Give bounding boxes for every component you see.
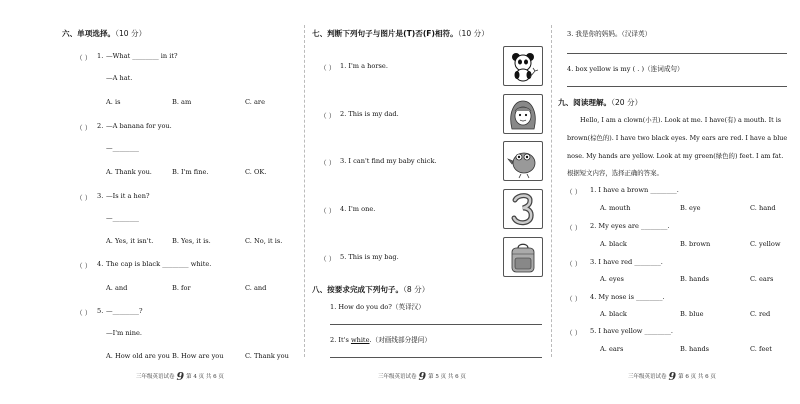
question-text: —Is it a hen?: [106, 192, 150, 200]
number-three-icon: [503, 189, 543, 229]
option-a: A. mouth: [600, 204, 631, 212]
option-b: B. eye: [680, 204, 701, 212]
question-sub: —I'm nine.: [106, 329, 142, 337]
option-c: C. No, it is.: [245, 237, 283, 245]
question-text: —________?: [106, 307, 143, 315]
answer-paren[interactable]: （ ）: [566, 295, 582, 303]
bird-icon: [503, 141, 543, 181]
question-number: 1.: [97, 52, 104, 60]
option-b: B. blue: [680, 310, 704, 318]
option-a: A. eyes: [600, 275, 624, 283]
column-divider: [304, 25, 305, 357]
answer-paren[interactable]: （ ）: [566, 188, 582, 196]
answer-paren[interactable]: （ ）: [566, 224, 582, 232]
option-c: C. Thank you: [245, 352, 289, 360]
option-c: C. red: [750, 310, 771, 318]
answer-paren[interactable]: （ ）: [76, 194, 92, 202]
column-divider: [551, 25, 552, 357]
girl-icon: [503, 94, 543, 134]
bag-icon: [503, 237, 543, 277]
option-a: A. ears: [600, 345, 624, 353]
option-b: B. Yes, it is.: [172, 237, 211, 245]
section-6-title: 六、单项选择。（10 分）: [62, 29, 147, 38]
question-text: 5. I have yellow ________.: [590, 327, 674, 335]
question-text: 3. I have red ________.: [590, 258, 663, 266]
answer-line[interactable]: [330, 357, 542, 358]
option-a: A. and: [106, 284, 128, 292]
rewrite-question-4: 4. box yellow is my ( . )（连词成句）: [567, 65, 684, 73]
option-c: C. feet: [750, 345, 772, 353]
answer-line[interactable]: [567, 53, 787, 54]
section-8-title: 八、按要求完成下列句子。（8 分）: [312, 285, 430, 294]
page-footer: 三年级英语试卷 9 第 5 页 共 6 页: [378, 370, 466, 383]
question-text: The cap is black ________ white.: [106, 260, 212, 268]
option-b: B. I'm fine.: [172, 168, 209, 176]
question-number: 4.: [97, 260, 104, 268]
statement-text: 1. I'm a horse.: [340, 62, 388, 70]
question-text: 2. My eyes are ________.: [590, 222, 670, 230]
answer-paren[interactable]: （ ）: [320, 64, 336, 72]
rewrite-question-1: 1. How do you do?（英译汉）: [330, 303, 425, 311]
section-9-title: 九、阅读理解。（20 分）: [558, 98, 643, 107]
option-c: C. hand: [750, 204, 776, 212]
page-footer: 三年级英语试卷 9 第 6 页 共 6 页: [628, 370, 716, 383]
answer-paren[interactable]: （ ）: [76, 54, 92, 62]
option-a: A. black: [600, 310, 627, 318]
question-text: 1. I have a brown ________.: [590, 186, 679, 194]
answer-paren[interactable]: （ ）: [320, 112, 336, 120]
question-sub: —A hat.: [106, 74, 133, 82]
question-text: 4. My nose is ________.: [590, 293, 665, 301]
answer-paren[interactable]: （ ）: [76, 124, 92, 132]
statement-text: 3. I can't find my baby chick.: [340, 157, 437, 165]
option-c: C. ears: [750, 275, 774, 283]
passage-instruction: 根据短文内容，选择正确的答案。: [567, 169, 663, 177]
option-c: C. and: [245, 284, 267, 292]
passage-line: brown(棕色的). I have two black eyes. My ears are red. I have a blue: [567, 134, 788, 142]
answer-paren[interactable]: （ ）: [320, 159, 336, 167]
passage-line: nose. My hands are yellow. Look at my green(绿色的) feet. I am fat.: [567, 152, 784, 160]
option-c: C. yellow: [750, 240, 781, 248]
answer-paren[interactable]: （ ）: [76, 262, 92, 270]
answer-paren[interactable]: （ ）: [76, 309, 92, 317]
answer-paren[interactable]: （ ）: [320, 255, 336, 263]
statement-text: 5. This is my bag.: [340, 253, 399, 261]
option-b: B. How are you: [172, 352, 224, 360]
option-c: C. are: [245, 98, 265, 106]
question-number: 5.: [97, 307, 104, 315]
answer-paren[interactable]: （ ）: [320, 207, 336, 215]
option-a: A. Thank you.: [106, 168, 152, 176]
option-b: B. brown: [680, 240, 711, 248]
option-a: A. black: [600, 240, 627, 248]
answer-line[interactable]: [330, 324, 542, 325]
option-a: A. How old are you: [106, 352, 170, 360]
option-a: A. Yes, it isn't.: [106, 237, 154, 245]
option-c: C. OK.: [245, 168, 267, 176]
section-7-title: 七、判断下列句子与图片是(T)否(F)相符。（10 分）: [312, 29, 489, 38]
option-b: B. hands: [680, 275, 710, 283]
statement-text: 2. This is my dad.: [340, 110, 399, 118]
option-b: B. am: [172, 98, 192, 106]
page-footer: 三年级英语试卷 9 第 4 页 共 6 页: [136, 370, 224, 383]
answer-paren[interactable]: （ ）: [566, 260, 582, 268]
rewrite-question-3: 3. 我是你的妈妈。（汉译英）: [567, 30, 652, 38]
statement-text: 4. I'm one.: [340, 205, 376, 213]
question-text: —What ________ in it?: [106, 52, 178, 60]
panda-icon: [503, 46, 543, 86]
question-text: —A banana for you.: [106, 122, 172, 130]
question-number: 2.: [97, 122, 104, 130]
question-sub: —________: [106, 214, 139, 222]
rewrite-question-2: 2. It's white.（对画线部分提问）: [330, 336, 431, 344]
option-b: B. for: [172, 284, 191, 292]
option-b: B. hands: [680, 345, 710, 353]
question-sub: —________: [106, 144, 139, 152]
passage-line: Hello, I am a clown(小丑). Look at me. I have(有) a mouth. It is: [580, 116, 782, 124]
answer-line[interactable]: [567, 86, 787, 87]
option-a: A. is: [106, 98, 121, 106]
answer-paren[interactable]: （ ）: [566, 329, 582, 337]
question-number: 3.: [97, 192, 104, 200]
